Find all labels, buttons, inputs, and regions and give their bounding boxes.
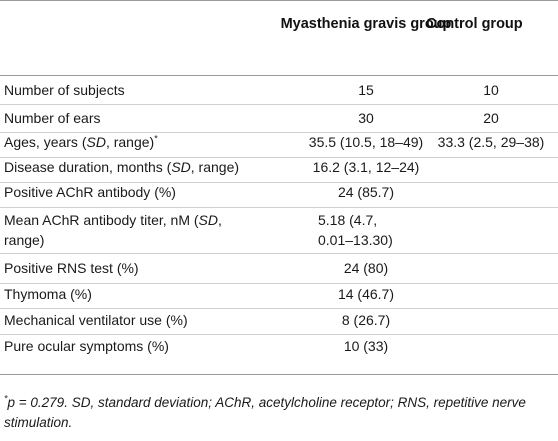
header-mg-group: Myasthenia gravis group <box>280 16 452 32</box>
row-label: Number of ears <box>4 110 101 126</box>
header-rule <box>0 75 558 76</box>
row-label: Pure ocular symptoms (%) <box>4 338 169 354</box>
mg-value: 10 (33) <box>343 338 389 354</box>
mg-value: 16.2 (3.1, 12–24) <box>312 159 420 175</box>
mg-value: 15 <box>358 82 374 98</box>
row-label: Mean AChR antibody titer, nM (SD, range) <box>4 212 222 248</box>
row-label: Mechanical ventilator use (%) <box>4 312 188 328</box>
control-value: 33.3 (2.5, 29–38) <box>437 134 545 150</box>
row-divider <box>0 104 558 105</box>
row-label: Disease duration, months (SD, range) <box>4 159 240 175</box>
row-label: Number of subjects <box>4 82 125 98</box>
mg-value: 30 <box>358 110 374 126</box>
control-value: 10 <box>483 82 499 98</box>
row-label: Positive RNS test (%) <box>4 260 139 276</box>
mg-value: 24 (80) <box>343 260 389 276</box>
table-footnote: *p = 0.279. SD, standard deviation; AChR, acetylcholine receptor; RNS, repetitive nerve stimulation. <box>4 393 526 430</box>
header-control-group: Control group <box>426 16 523 32</box>
row-divider <box>0 308 558 309</box>
row-divider <box>0 334 558 335</box>
mg-value: 14 (46.7) <box>337 286 395 302</box>
row-label: Thymoma (%) <box>4 286 92 302</box>
row-label: Ages, years (SD, range)* <box>4 133 158 150</box>
control-value: 20 <box>483 110 499 126</box>
mg-value: 24 (85.7) <box>337 184 395 200</box>
table-bottom-rule <box>0 374 558 375</box>
row-label: Positive AChR antibody (%) <box>4 184 176 200</box>
row-divider <box>0 253 558 254</box>
row-divider <box>0 207 558 208</box>
mg-value: 8 (26.7) <box>341 312 391 328</box>
table-header-row <box>0 0 558 75</box>
mg-value: 35.5 (10.5, 18–49) <box>308 134 424 150</box>
mg-value: 5.18 (4.7, 0.01–13.30) <box>318 212 393 248</box>
